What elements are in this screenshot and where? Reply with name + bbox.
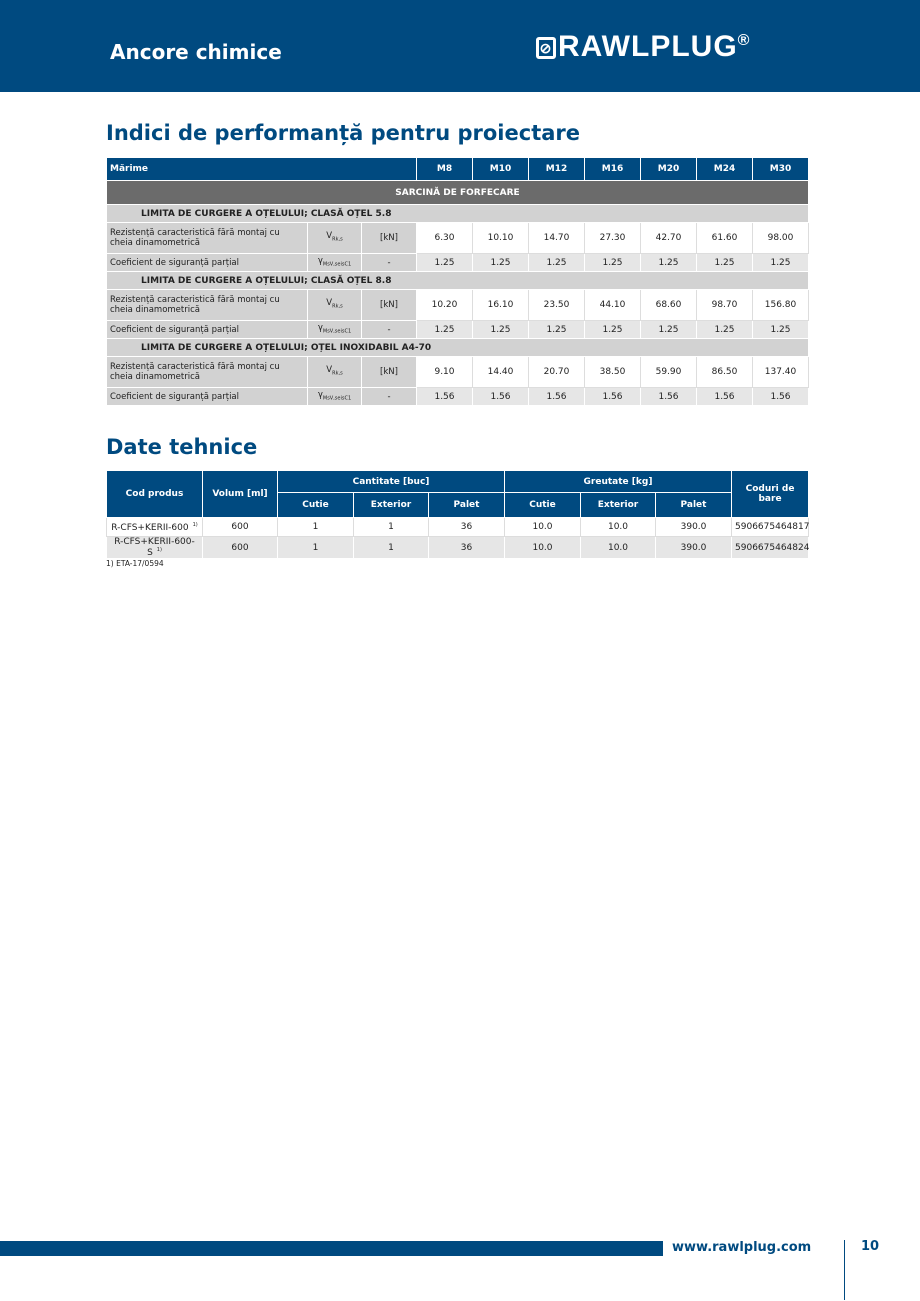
logo-text: RAWLPLUG xyxy=(558,30,738,63)
value-cell: 10.0 xyxy=(505,537,581,559)
symbol-main: V xyxy=(326,231,333,242)
table-row xyxy=(107,518,809,537)
value-cell: 1.56 xyxy=(417,388,473,406)
value-cell: 10.0 xyxy=(581,518,656,537)
symbol xyxy=(308,223,362,254)
product-code xyxy=(107,518,203,537)
section-title: Ancore chimice xyxy=(110,40,282,64)
unit: [kN] xyxy=(362,357,417,388)
value-cell: 98.70 xyxy=(697,290,753,321)
size-m10: M10 xyxy=(473,158,529,181)
product-code xyxy=(107,537,203,559)
value-cell: 1.56 xyxy=(585,388,641,406)
value-cell: 600 xyxy=(203,518,278,537)
section-title: LIMITA DE CURGERE A OȚELULUI; CLASĂ OȚEL 5.8 xyxy=(107,205,809,223)
value-cell: 1.25 xyxy=(697,254,753,272)
value-cell: 1 xyxy=(278,537,354,559)
value-cell: 23.50 xyxy=(529,290,585,321)
symbol-sub: MsV,seisC1 xyxy=(322,328,352,335)
row-label: Rezistență caracteristică fără montaj cu cheia dinamometrică xyxy=(107,357,308,388)
technical-table xyxy=(106,470,809,559)
symbol-main: γ xyxy=(317,255,323,266)
load-type: SARCINĂ DE FORFECARE xyxy=(107,181,809,205)
value-cell: 1.25 xyxy=(753,254,809,272)
performance-title: Indici de performanță pentru proiectare xyxy=(106,121,581,145)
value-cell: 61.60 xyxy=(697,223,753,254)
row-label: Rezistență caracteristică fără montaj cu cheia dinamometrică xyxy=(107,223,308,254)
load-type-row xyxy=(107,181,809,205)
size-m30: M30 xyxy=(753,158,809,181)
value-cell: 137.40 xyxy=(753,357,809,388)
value-cell: 1 xyxy=(354,537,429,559)
value-cell: 1.56 xyxy=(753,388,809,406)
size-m12: M12 xyxy=(529,158,585,181)
subheader: Cutie xyxy=(505,493,581,518)
subheader: Exterior xyxy=(354,493,429,518)
unit: [kN] xyxy=(362,290,417,321)
value-cell: 16.10 xyxy=(473,290,529,321)
value-cell: 390.0 xyxy=(656,518,732,537)
value-cell: 14.40 xyxy=(473,357,529,388)
subheader: Cutie xyxy=(278,493,354,518)
page-number: 10 xyxy=(861,1239,880,1254)
value-cell: 10.0 xyxy=(581,537,656,559)
section-row xyxy=(107,205,809,223)
logo-mark-icon: ⊘ xyxy=(536,37,556,59)
footer-divider xyxy=(844,1240,845,1300)
rawlplug-logo: ⊘ RAWLPLUG® xyxy=(536,30,750,64)
row-label: Coeficient de siguranță parțial xyxy=(107,388,308,406)
value-cell: 1.25 xyxy=(473,254,529,272)
quantity-header: Cantitate [buc] xyxy=(278,471,505,493)
value-cell: 14.70 xyxy=(529,223,585,254)
weight-header: Greutate [kg] xyxy=(505,471,732,493)
value-cell: 600 xyxy=(203,537,278,559)
value-cell: 390.0 xyxy=(656,537,732,559)
size-m16: M16 xyxy=(585,158,641,181)
code-header: Cod produs xyxy=(107,471,203,518)
value-cell: 1.25 xyxy=(697,321,753,339)
size-m8: M8 xyxy=(417,158,473,181)
footnote: 1) ETA-17/0594 xyxy=(106,559,164,568)
value-cell: 1.25 xyxy=(417,254,473,272)
unit: - xyxy=(362,388,417,406)
header-row xyxy=(107,471,809,493)
value-cell: 6.30 xyxy=(417,223,473,254)
value-cell: 1.25 xyxy=(473,321,529,339)
table-row xyxy=(107,357,809,388)
table-row xyxy=(107,223,809,254)
symbol-sub: MsV,seisC1 xyxy=(322,395,352,402)
value-cell: 5906675464817 xyxy=(732,518,809,537)
row-label: Coeficient de siguranță parțial xyxy=(107,321,308,339)
table-row xyxy=(107,290,809,321)
unit: - xyxy=(362,321,417,339)
table-row xyxy=(107,254,809,272)
value-cell: 1.56 xyxy=(641,388,697,406)
section-row xyxy=(107,272,809,290)
value-cell: 44.10 xyxy=(585,290,641,321)
value-cell: 10.10 xyxy=(473,223,529,254)
value-cell: 156.80 xyxy=(753,290,809,321)
value-cell: 9.10 xyxy=(417,357,473,388)
value-cell: 36 xyxy=(429,518,505,537)
value-cell: 1.25 xyxy=(529,321,585,339)
symbol xyxy=(308,388,362,406)
value-cell: 1 xyxy=(278,518,354,537)
subheader: Exterior xyxy=(581,493,656,518)
footer-bar xyxy=(0,1241,663,1256)
table-row xyxy=(107,388,809,406)
footnote-ref: 1) xyxy=(156,547,162,553)
value-cell: 1.56 xyxy=(529,388,585,406)
value-cell: 5906675464824 xyxy=(732,537,809,559)
value-cell: 20.70 xyxy=(529,357,585,388)
symbol xyxy=(308,290,362,321)
symbol-sub: MsV,seisC1 xyxy=(322,261,352,268)
section-title: LIMITA DE CURGERE A OȚELULUI; OȚEL INOXIDABIL A4-70 xyxy=(107,339,809,357)
table-row xyxy=(107,321,809,339)
header-banner xyxy=(0,0,920,92)
value-cell: 1.56 xyxy=(473,388,529,406)
product-code-text: R-CFS+KERII-600 xyxy=(111,522,189,533)
symbol-sub: Rk,s xyxy=(332,236,343,243)
value-cell: 36 xyxy=(429,537,505,559)
size-m24: M24 xyxy=(697,158,753,181)
symbol xyxy=(308,357,362,388)
footnote-ref: 1) xyxy=(192,521,198,528)
value-cell: 59.90 xyxy=(641,357,697,388)
value-cell: 1.25 xyxy=(585,321,641,339)
website-link[interactable]: www.rawlplug.com xyxy=(672,1240,812,1255)
value-cell: 1.56 xyxy=(697,388,753,406)
value-cell: 38.50 xyxy=(585,357,641,388)
symbol-main: γ xyxy=(317,389,323,400)
symbol xyxy=(308,254,362,272)
value-cell: 1.25 xyxy=(641,321,697,339)
value-cell: 1 xyxy=(354,518,429,537)
product-code-text: R-CFS+KERII-600-S xyxy=(114,537,195,558)
symbol-main: V xyxy=(326,365,333,376)
value-cell: 10.0 xyxy=(505,518,581,537)
row-label: Coeficient de siguranță parțial xyxy=(107,254,308,272)
header-row xyxy=(107,158,809,181)
value-cell: 1.25 xyxy=(585,254,641,272)
symbol xyxy=(308,321,362,339)
symbol-sub: Rk,s xyxy=(332,303,343,310)
value-cell: 1.25 xyxy=(417,321,473,339)
row-label: Rezistență caracteristică fără montaj cu cheia dinamometrică xyxy=(107,290,308,321)
value-cell: 86.50 xyxy=(697,357,753,388)
value-cell: 1.25 xyxy=(641,254,697,272)
barcode-header: Coduri de bare xyxy=(732,471,809,518)
section-title: LIMITA DE CURGERE A OȚELULUI; CLASĂ OȚEL 8.8 xyxy=(107,272,809,290)
value-cell: 27.30 xyxy=(585,223,641,254)
subheader: Palet xyxy=(656,493,732,518)
value-cell: 1.25 xyxy=(529,254,585,272)
symbol-main: γ xyxy=(317,322,323,333)
value-cell: 68.60 xyxy=(641,290,697,321)
value-cell: 10.20 xyxy=(417,290,473,321)
value-cell: 98.00 xyxy=(753,223,809,254)
size-m20: M20 xyxy=(641,158,697,181)
unit: [kN] xyxy=(362,223,417,254)
value-cell: 42.70 xyxy=(641,223,697,254)
volume-header: Volum [ml] xyxy=(203,471,278,518)
size-header: Mărime xyxy=(107,158,417,181)
performance-table xyxy=(106,157,809,406)
symbol-main: V xyxy=(326,298,333,309)
subheader: Palet xyxy=(429,493,505,518)
table-row xyxy=(107,537,809,559)
technical-title: Date tehnice xyxy=(106,435,258,459)
section-row xyxy=(107,339,809,357)
value-cell: 1.25 xyxy=(753,321,809,339)
symbol-sub: Rk,s xyxy=(332,370,343,377)
unit: - xyxy=(362,254,417,272)
